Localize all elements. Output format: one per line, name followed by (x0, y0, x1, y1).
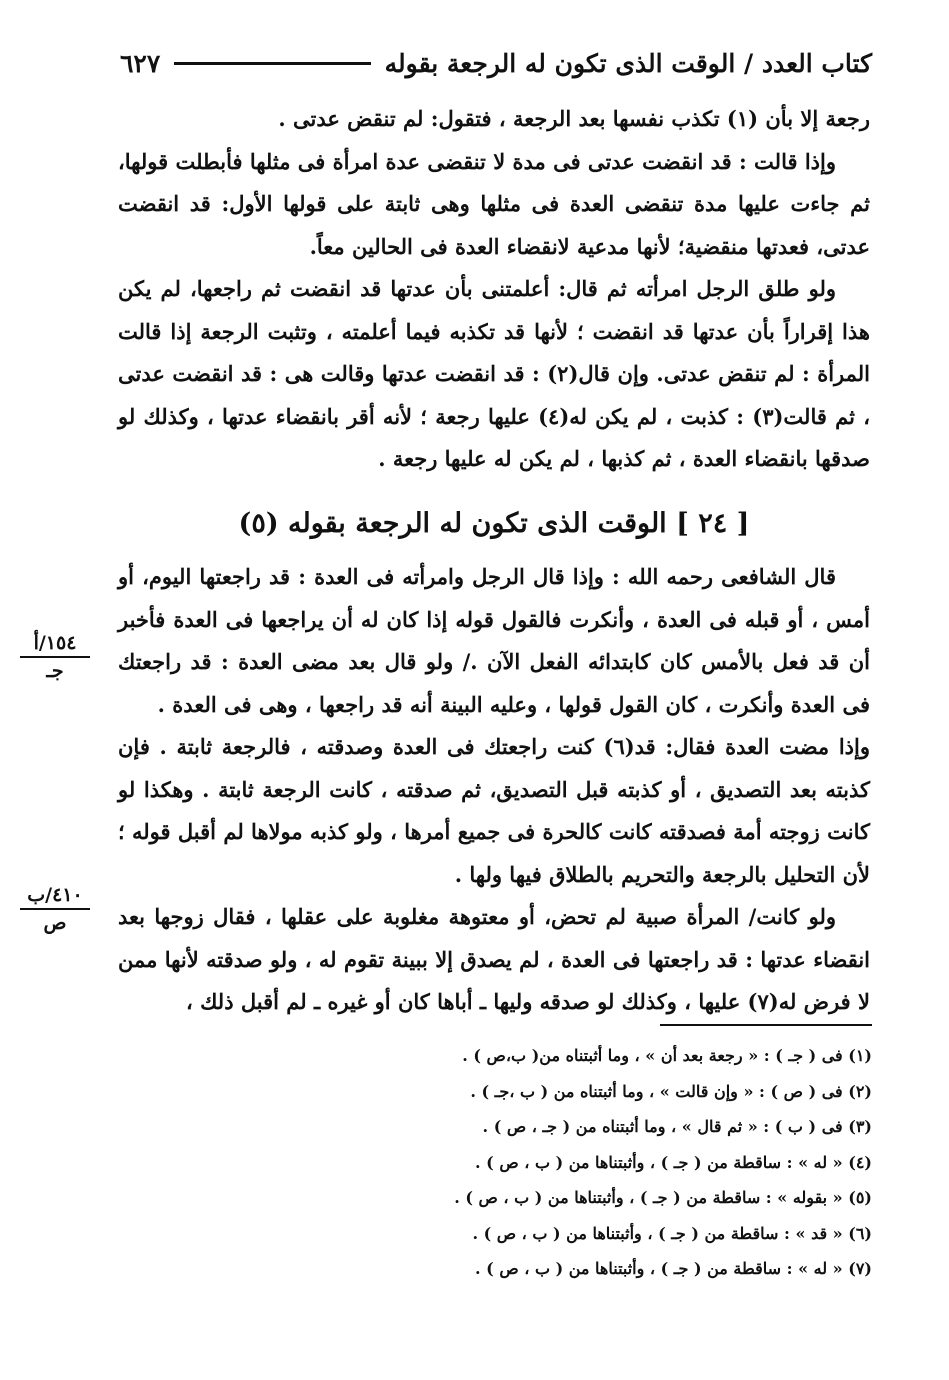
top-text-block (118, 98, 870, 481)
footnote-6: (٦) « قد » : ساقطة من ( جـ ) ، وأثبتناها من ( ب ، ص ) . (472, 1223, 872, 1243)
section-heading: [ ٢٤ ] الوقت الذى تكون له الرجعة بقوله (٥) (238, 508, 750, 539)
footnotes (300, 1038, 872, 1287)
paragraph-1: رجعة إلا بأن (١) تكذب نفسها بعد الرجعة ، فتقول: لم تنقض عدتى . (278, 106, 870, 131)
margin-note-2 (20, 884, 90, 934)
running-header (120, 40, 872, 86)
margin-note-folio: ٤١٠/ب (20, 884, 90, 910)
page-number: ٦٢٧ (120, 48, 161, 78)
header-rule (174, 62, 370, 65)
margin-note-manuscript: ص (43, 912, 67, 934)
section-paragraph-1: قال الشافعى رحمه الله : وإذا قال الرجل وامرأته فى العدة : قد راجعتها اليوم، أو أمس ، أو قبله فى العدة ، وأنكرت فالقول قوله إذا كان له أن يراجعها فى العدة فأخبر أن قد فعل بالأمس كان كابتدائه الفعل الآن ./ ولو قال بعد مضى العدة : قد راجعتك فى العدة وأنكرت ، كان القول قولها ، وعليه البينة أنه قد راجعها ، وهى فى العدة . (118, 564, 870, 717)
running-title: كتاب العدد / الوقت الذى تكون له الرجعة بقوله (384, 48, 872, 78)
margin-note-folio: ١٥٤/أ (20, 632, 90, 658)
footnote-separator (660, 1024, 872, 1026)
paragraph-3: ولو طلق الرجل امرأته ثم قال: أعلمتنى بأن عدتها قد انقضت ثم راجعها، لم يكن هذا إقراراً بأن عدتها قد انقضت ؛ لأنها قد تكذبه فيما أعلمته ، وتثبت الرجعة إذا قالت المرأة : لم تنقض عدتى. وإن قال(٢) : قد انقضت عدتها وقالت هى : قد انقضت عدتى ، ثم قالت(٣) : كذبت ، لم يكن له(٤) عليها رجعة ؛ لأنه أقر بانقضاء عدتها ، وكذلك لو صدقها بانقضاء العدة ، ثم كذبها ، لم يكن له عليها رجعة . (118, 276, 870, 471)
footnote-4: (٤) « له » : ساقطة من ( جـ ) ، وأثبتناها من ( ب ، ص ) . (475, 1152, 872, 1172)
footnote-2: (٢) فى ( ص ) : « وإن قالت » ، وما أثبتناه من ( ب ،جـ ) . (470, 1081, 872, 1101)
footnote-7: (٧) « له » : ساقطة من ( جـ ) ، وأثبتناها من ( ب ، ص ) . (475, 1259, 872, 1278)
margin-note-manuscript: جـ (46, 660, 64, 682)
footnote-5: (٥) « بقوله » : ساقطة من ( جـ ) ، وأثبتناها من ( ب ، ص ) . (454, 1188, 872, 1207)
section-text-block (118, 556, 870, 1024)
paragraph-2: وإذا قالت : قد انقضت عدتى فى مدة لا تنقضى عدة امرأة فى مثلها فأبطلت قولها، ثم جاءت عليها مدة تنقضى العدة فى مثلها وهى ثابتة على قولها الأول: قد انقضت عدتى، فعدتها منقضية؛ لأنها مدعية لانقضاء العدة فى الحالين معاً. (118, 148, 870, 259)
footnote-1: (١) فى ( جـ ) : « رجعة بعد أن » ، وما أثبتناه من( ب،ص ) . (462, 1046, 872, 1065)
section-paragraph-3: ولو كانت/ المرأة صبية لم تحض، أو معتوهة مغلوبة على عقلها ، فقال زوجها بعد انقضاء عدتها : قد راجعتها فى العدة ، لم يصدق إلا ببينة تقوم له ، ولو صدقته لأنها ممن لا فرض له(٧) عليها ، وكذلك لو صدقه وليها ـ أباها كان أو غيره ـ لم أقبل ذلك ، (118, 904, 870, 1014)
section-paragraph-2: وإذا مضت العدة فقال: قد(٦) كنت راجعتك فى العدة وصدقته ، فالرجعة ثابتة . فإن كذبته بعد التصديق ، أو كذبته قبل التصديق، ثم صدقته ، كانت الرجعة ثابتة . وهكذا لو كانت زوجته أمة فصدقته كانت كالحرة فى جميع أمرها ، ولو كذبه مولاها لم أقبل قوله ؛ لأن التحليل بالرجعة والتحريم بالطلاق فيها ولها . (118, 734, 870, 887)
footnote-3: (٣) فى ( ب ) : « ثم قال » ، وما أثبتناه من ( جـ ، ص ) . (482, 1117, 872, 1136)
margin-note-1 (20, 632, 90, 682)
